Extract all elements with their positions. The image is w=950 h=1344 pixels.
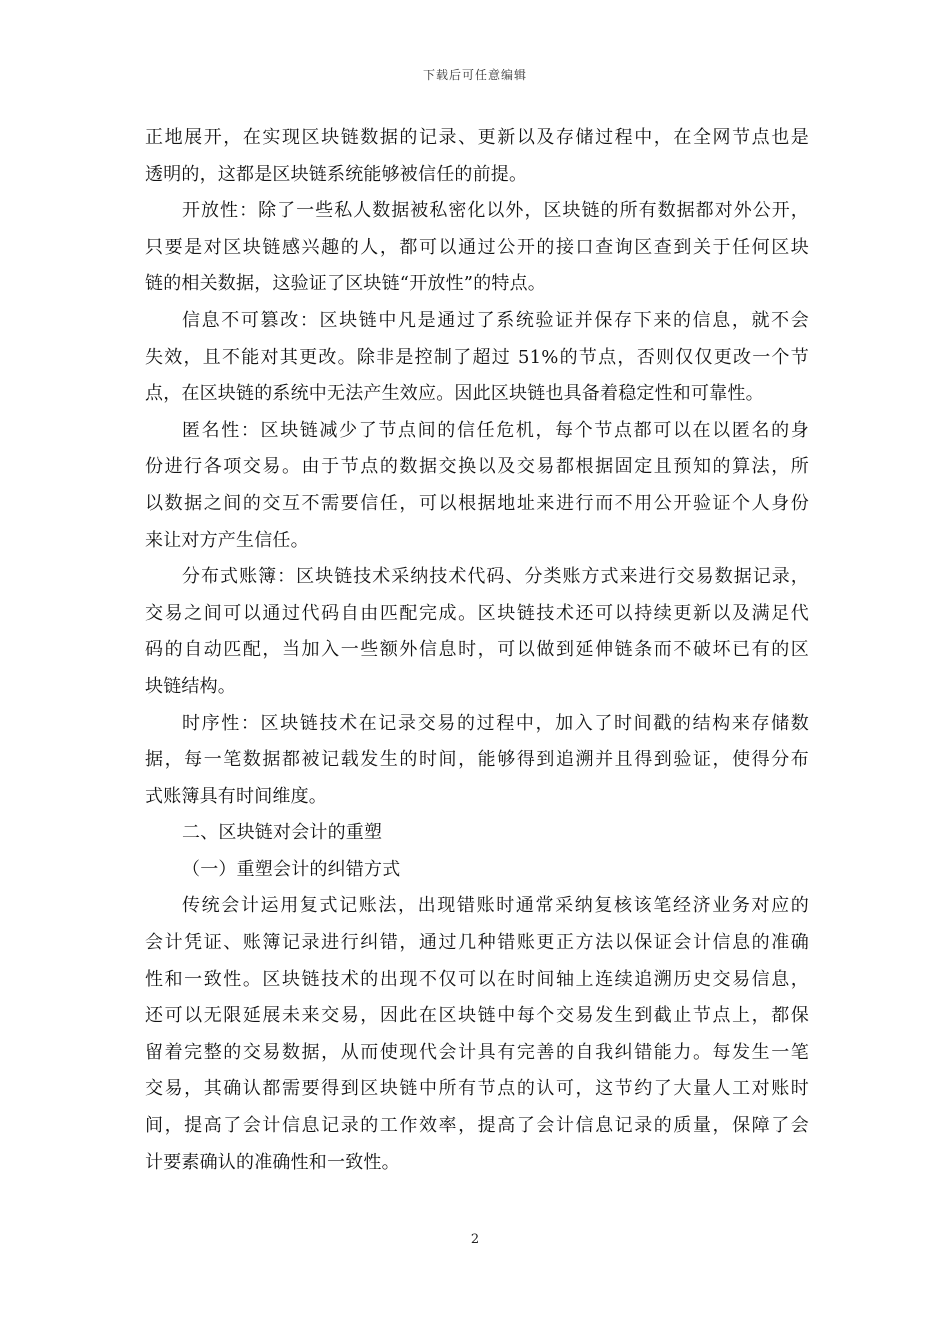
text-line: 码的自动匹配，当加入一些额外信息时，可以做到延伸链条而不破坏已有的区 — [145, 639, 809, 661]
text-line: 性和一致性。区块链技术的出现不仅可以在时间轴上连续追溯历史交易信息， — [145, 968, 809, 990]
page-header: 下载后可任意编辑 — [422, 68, 527, 82]
document-body — [145, 120, 809, 1181]
text-line: 时序性：区块链技术在记录交易的过程中，加入了时间戳的结构来存储数 — [182, 712, 809, 734]
text-line: 正地展开，在实现区块链数据的记录、更新以及存储过程中，在全网节点也是 — [145, 127, 809, 148]
text-line: 以数据之间的交互不需要信任，可以根据地址来进行而不用公开验证个人身份 — [145, 492, 809, 514]
text-line: 据，每一笔数据都被记载发生的时间，能够得到追溯并且得到验证，使得分布 — [145, 749, 809, 771]
text-line: 只要是对区块链感兴趣的人，都可以通过公开的接口查询区查到关于任何区块 — [145, 236, 809, 258]
text-line: 匿名性：区块链减少了节点间的信任危机，每个节点都可以在以匿名的身 — [182, 419, 809, 441]
text-line: 留着完整的交易数据，从而使现代会计具有完善的自我纠错能力。每发生一笔 — [145, 1041, 809, 1063]
text-line: 透明的，这都是区块链系统能够被信任的前提。 — [145, 163, 528, 185]
text-line: 链的相关数据，这验证了区块链“开放性”的特点。 — [145, 273, 547, 295]
text-line: 失效，且不能对其更改。除非是控制了超过 51%的节点，否则仅仅更改一个节 — [145, 346, 809, 368]
text-line: 交易之间可以通过代码自由匹配完成。区块链技术还可以持续更新以及满足代 — [145, 602, 809, 624]
text-line: 开放性：除了一些私人数据被私密化以外，区块链的所有数据都对外公开， — [182, 200, 809, 222]
text-line: 块链结构。 — [145, 675, 236, 697]
text-line: 计要素确认的准确性和一致性。 — [145, 1151, 400, 1173]
text-line: 会计凭证、账簿记录进行纠错，通过几种错账更正方法以保证会计信息的准确 — [145, 932, 809, 954]
text-line: 传统会计运用复式记账法，出现错账时通常采纳复核该笔经济业务对应的 — [182, 895, 809, 917]
section-heading: 二、区块链对会计的重塑 — [182, 822, 383, 844]
subsection-heading: （一）重塑会计的纠错方式 — [182, 858, 401, 880]
text-line: 信息不可篡改：区块链中凡是通过了系统验证并保存下来的信息，就不会 — [182, 309, 809, 331]
text-line: 交易，其确认都需要得到区块链中所有节点的认可，这节约了大量人工对账时 — [145, 1078, 809, 1100]
text-line: 还可以无限延展未来交易，因此在区块链中每个交易发生到截止节点上，都保 — [145, 1005, 809, 1027]
text-line: 间，提高了会计信息记录的工作效率，提高了会计信息记录的质量，保障了会 — [145, 1115, 809, 1137]
text-line: 点，在区块链的系统中无法产生效应。因此区块链也具备着稳定性和可靠性。 — [145, 383, 764, 405]
text-line: 式账簿具有时间维度。 — [145, 785, 327, 807]
page-number: 2 — [470, 1232, 480, 1247]
text-line: 来让对方产生信任。 — [145, 529, 309, 551]
text-line: 份进行各项交易。由于节点的数据交换以及交易都根据固定且预知的算法，所 — [145, 456, 809, 478]
text-line: 分布式账簿：区块链技术采纳技术代码、分类账方式来进行交易数据记录， — [182, 566, 809, 588]
